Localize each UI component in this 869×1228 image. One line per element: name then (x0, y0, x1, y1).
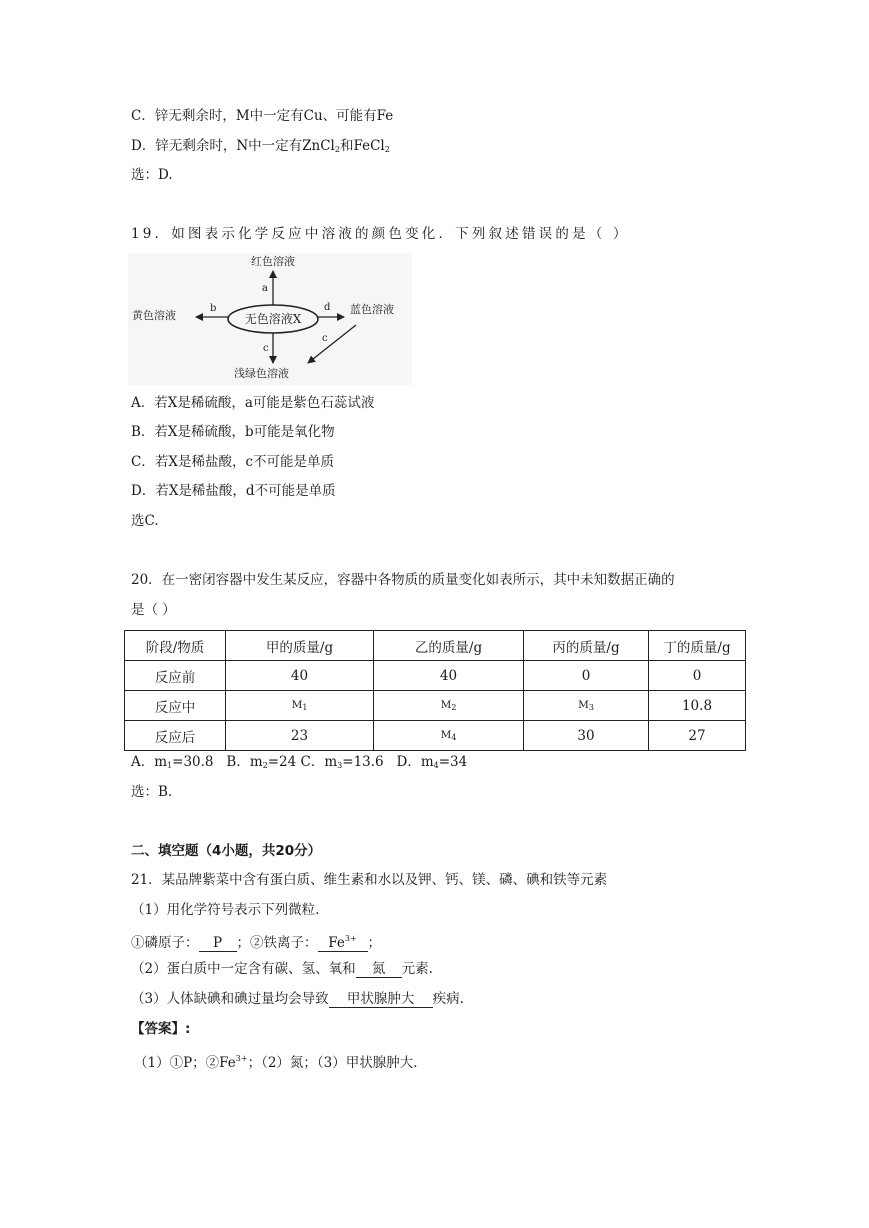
q19-option-b: B．若X是稀硫酸，b可能是氧化物 (131, 424, 335, 440)
header-yi: 乙的质量/g (374, 631, 524, 661)
left-solution-label: 黄色溶液 (132, 309, 176, 322)
arrow-c-diagonal-label: c (322, 333, 328, 344)
stage-cell: 反应后 (125, 721, 226, 751)
value-cell: 40 (226, 661, 374, 691)
top-solution-label: 红色溶液 (251, 255, 295, 268)
value-cell: 0 (524, 661, 649, 691)
header-bing: 丙的质量/g (524, 631, 649, 661)
arrow-a-label: a (262, 283, 268, 294)
arrow-b-label: b (210, 303, 217, 314)
table-row (125, 691, 746, 721)
value-cell: $M_1$ (226, 691, 374, 721)
answer-blank: 甲状腺肿大 (329, 991, 433, 1008)
mass-change-table (124, 630, 746, 751)
q19-answer: 选C. (131, 513, 159, 529)
section-heading: 二、填空题（4小题，共20分） (131, 843, 322, 859)
stage-cell: 反应前 (125, 661, 226, 691)
right-solution-label: 蓝色溶液 (350, 303, 394, 316)
q21-part2: （2）蛋白质中一定含有碳、氢、氧和 氮 元素. (131, 961, 433, 977)
value-cell: $M_2$ (374, 691, 524, 721)
header-jia: 甲的质量/g (226, 631, 374, 661)
q21-part3: （3）人体缺碘和碘过量均会导致 甲状腺肿大 疾病. (131, 991, 464, 1007)
q20-answer: 选：B. (131, 784, 173, 800)
q21-stem: 21．某品牌紫菜中含有蛋白质、维生素和水以及钾、钙、镁、磷、碘和铁等元素 (131, 872, 608, 888)
q21-part1: （1）用化学符号表示下列微粒. (131, 902, 320, 918)
arrow-c-vertical-label: c (263, 343, 269, 354)
table-row (125, 661, 746, 691)
value-cell: $M_4$ (374, 721, 524, 751)
value-cell: 23 (226, 721, 374, 751)
table-header-row (125, 631, 746, 661)
q20-stem-line2: 是（ ） (131, 602, 176, 618)
q19-option-a: A．若X是稀硫酸，a可能是紫色石蕊试液 (131, 395, 375, 411)
value-cell: 0 (649, 661, 746, 691)
value-cell: 30 (524, 721, 649, 751)
stage-cell: 反应中 (125, 691, 226, 721)
answer-blank: $Fe^{3+}$ (318, 931, 368, 952)
bottom-solution-label: 浅绿色溶液 (234, 367, 289, 380)
arrow-d-label: d (324, 302, 331, 313)
q18-answer: 选：D. (131, 167, 173, 183)
q20-stem-line1: 20．在一密闭容器中发生某反应，容器中各物质的质量变化如表所示，其中未知数据正确的 (131, 572, 675, 588)
q19-option-c: C．若X是稀盐酸，c不可能是单质 (131, 454, 335, 470)
reaction-color-diagram (128, 253, 412, 385)
center-label: 无色溶液X (244, 312, 302, 326)
q21-atoms-line: ①磷原子： P ；②铁离子： $Fe^{3+}$ ； (131, 931, 381, 952)
table-row (125, 721, 746, 751)
value-cell: $M_3$ (524, 691, 649, 721)
q19-stem: 19．如图表示化学反应中溶液的颜色变化．下列叙述错误的是（ ） (131, 226, 630, 242)
answer-blank: P (199, 935, 237, 952)
q18-option-d: D．锌无剩余时，N中一定有ZnCl$_2$和FeCl$_2$ (131, 138, 390, 154)
q21-answer-line: （1）①P；$②Fe^{3+}$；（2）氮；（3）甲状腺肿大. (134, 1054, 418, 1071)
q19-option-d: D．若X是稀盐酸，d不可能是单质 (131, 483, 336, 499)
header-ding: 丁的质量/g (649, 631, 746, 661)
q20-options: A．$m_1=30.8$ B．$m_2=24$ C．$m_3=13.6$ D．$m_4=34$ (131, 754, 468, 770)
value-cell: 40 (374, 661, 524, 691)
answer-blank: 氮 (356, 961, 402, 978)
value-cell: 10.8 (649, 691, 746, 721)
q18-option-c: C．锌无剩余时，M中一定有Cu、可能有Fe (131, 108, 394, 124)
answer-label: 【答案】: (131, 1021, 191, 1037)
header-stage: 阶段/物质 (125, 631, 226, 661)
value-cell: 27 (649, 721, 746, 751)
